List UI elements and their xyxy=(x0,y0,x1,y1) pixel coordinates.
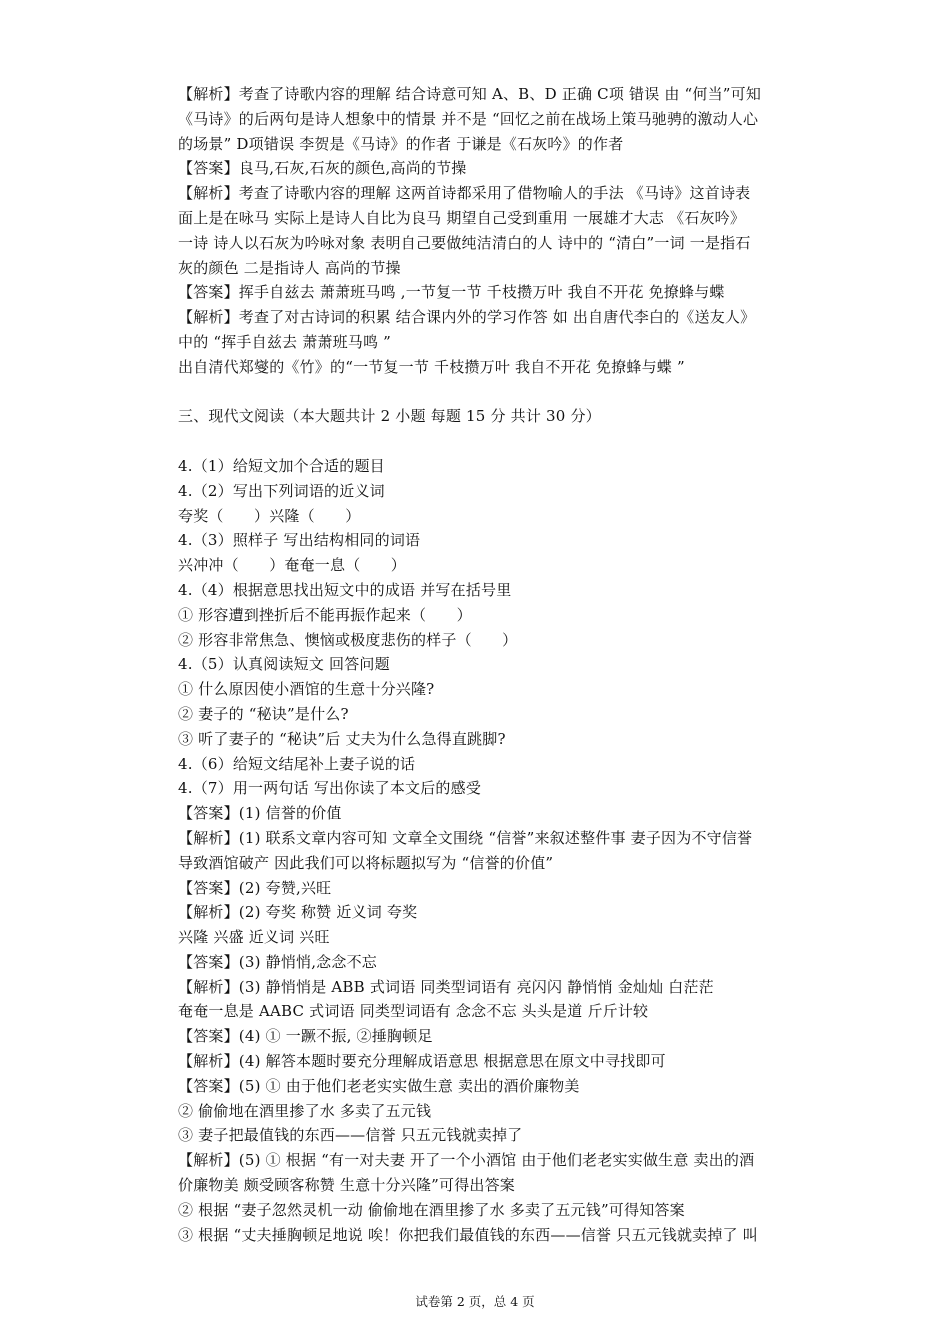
text-line: 4.（1）给短文加个合适的题目 xyxy=(178,456,385,475)
text-line: 【答案】(3) 静悄悄,念念不忘 xyxy=(178,952,377,971)
text-line: 奄奄一息是 AABC 式词语 同类型词语有 念念不忘 头头是道 斤斤计较 xyxy=(178,1002,649,1021)
text-line: 4.（7）用一两句话 写出你读了本文后的感受 xyxy=(178,779,482,798)
text-line: 兴隆 兴盛 近义词 兴旺 xyxy=(178,928,330,947)
blank-line xyxy=(178,380,818,405)
text-line: 【解析】(5) ① 根据 “有一对夫妻 开了一个小酒馆 由于他们老老实实做生意 卖出的酒 xyxy=(178,1151,755,1170)
text-line: 灰的颜色 二是指诗人 高尚的节操 xyxy=(178,258,401,277)
text-line: 兴冲冲（ ）奄奄一息（ ） xyxy=(178,556,407,575)
text-line: 【解析】考查了诗歌内容的理解 结合诗意可知 A、B、D 正确 C项 错误 由 “何当”可知 xyxy=(178,85,762,103)
text-line: ① 形容遭到挫折后不能再振作起来（ ） xyxy=(178,605,472,624)
text-line: ③ 根据 “丈夫捶胸顿足地说 唉！你把我们最值钱的东西——信誉 只五元钱就卖掉了 叫 xyxy=(178,1225,758,1244)
blank-line xyxy=(178,429,818,454)
page-footer: 试卷第 2 页，总 4 页 xyxy=(415,1294,535,1309)
text-line: 【解析】(3) 静悄悄是 ABB 式词语 同类型词语有 亮闪闪 静悄悄 金灿灿 白茫茫 xyxy=(178,977,714,996)
text-line: 导致酒馆破产 因此我们可以将标题拟写为 “信誉的价值” xyxy=(178,853,554,872)
text-line: 4.（3）照样子 写出结构相同的词语 xyxy=(178,531,421,550)
text-line: 【解析】(1) 联系文章内容可知 文章全文围绕 “信誉”来叙述整件事 妻子因为不守信誉 xyxy=(178,828,753,847)
text-line: 三、现代文阅读（本大题共计 2 小题 每题 15 分 共计 30 分） xyxy=(178,407,601,426)
text-line: ② 偷偷地在酒里掺了水 多卖了五元钱 xyxy=(178,1101,432,1120)
text-line: ③ 听了妻子的 “秘诀”后 丈夫为什么急得直跳脚? xyxy=(178,729,506,748)
text-line: 4.（2）写出下列词语的近义词 xyxy=(178,481,385,500)
text-line: 【答案】(2) 夸赞,兴旺 xyxy=(178,878,332,897)
text-line: 【解析】(2) 夸奖 称赞 近义词 夸奖 xyxy=(178,903,418,922)
text-line: ② 根据 “妻子忽然灵机一动 偷偷地在酒里掺了水 多卖了五元钱”可得知答案 xyxy=(178,1200,685,1219)
text-line: 【答案】(4) ① 一蹶不振, ②捶胸顿足 xyxy=(178,1027,433,1046)
text-line: 中的 “挥手自兹去 萧萧班马鸣 ” xyxy=(178,332,392,351)
text-line: 《马诗》的后两句是诗人想象中的情景 并不是 “回忆之前在战场上策马驰骋的激动人心 xyxy=(178,109,759,128)
text-line: 【解析】考查了诗歌内容的理解 这两首诗都采用了借物喻人的手法 《马诗》这首诗表 xyxy=(178,184,751,203)
text-line: ② 妻子的 “秘诀”是什么? xyxy=(178,704,349,723)
text-line: 夸奖（ ）兴隆（ ） xyxy=(178,506,361,525)
text-line: 【解析】(4) 解答本题时要充分理解成语意思 根据意思在原文中寻找即可 xyxy=(178,1052,666,1071)
text-line: 一诗 诗人以石灰为吟咏对象 表明自己要做纯洁清白的人 诗中的 “清白”一词 一是指石 xyxy=(178,233,751,252)
text-line: 【解析】考查了对古诗词的积累 结合课内外的学习作答 如 出自唐代李白的《送友人》 xyxy=(178,308,756,327)
text-line: 价廉物美 颇受顾客称赞 生意十分兴隆”可得出答案 xyxy=(178,1176,516,1195)
document-body xyxy=(178,82,818,1247)
text-line: ② 形容非常焦急、懊恼或极度悲伤的样子（ ） xyxy=(178,630,518,649)
text-line: 【答案】(5) ① 由于他们老老实实做生意 卖出的酒价廉物美 xyxy=(178,1076,580,1095)
text-line: 面上是在咏马 实际上是诗人自比为良马 期望自己受到重用 一展雄才大志 《石灰吟》 xyxy=(178,208,746,227)
text-line: 出自清代郑燮的《竹》的“一节复一节 千枝攒万叶 我自不开花 免撩蜂与蝶 ” xyxy=(178,357,685,376)
text-line: ③ 妻子把最值钱的东西——信誉 只五元钱就卖掉了 xyxy=(178,1126,523,1145)
text-line: 【答案】挥手自兹去 萧萧班马鸣 ,一节复一节 千枝攒万叶 我自不开花 免撩蜂与蝶 xyxy=(178,283,725,302)
text-line: 【答案】良马,石灰,石灰的颜色,高尚的节操 xyxy=(178,159,467,178)
text-line: 4.（5）认真阅读短文 回答问题 xyxy=(178,655,390,674)
text-line: 4.（4）根据意思找出短文中的成语 并写在括号里 xyxy=(178,580,512,599)
text-line: 4.（6）给短文结尾补上妻子说的话 xyxy=(178,754,416,773)
text-line: 【答案】(1) 信誉的价值 xyxy=(178,804,342,823)
text-line: ① 什么原因使小酒馆的生意十分兴隆? xyxy=(178,680,435,699)
text-line: 的场景” D项错误 李贺是《马诗》的作者 于谦是《石灰吟》的作者 xyxy=(178,134,624,153)
